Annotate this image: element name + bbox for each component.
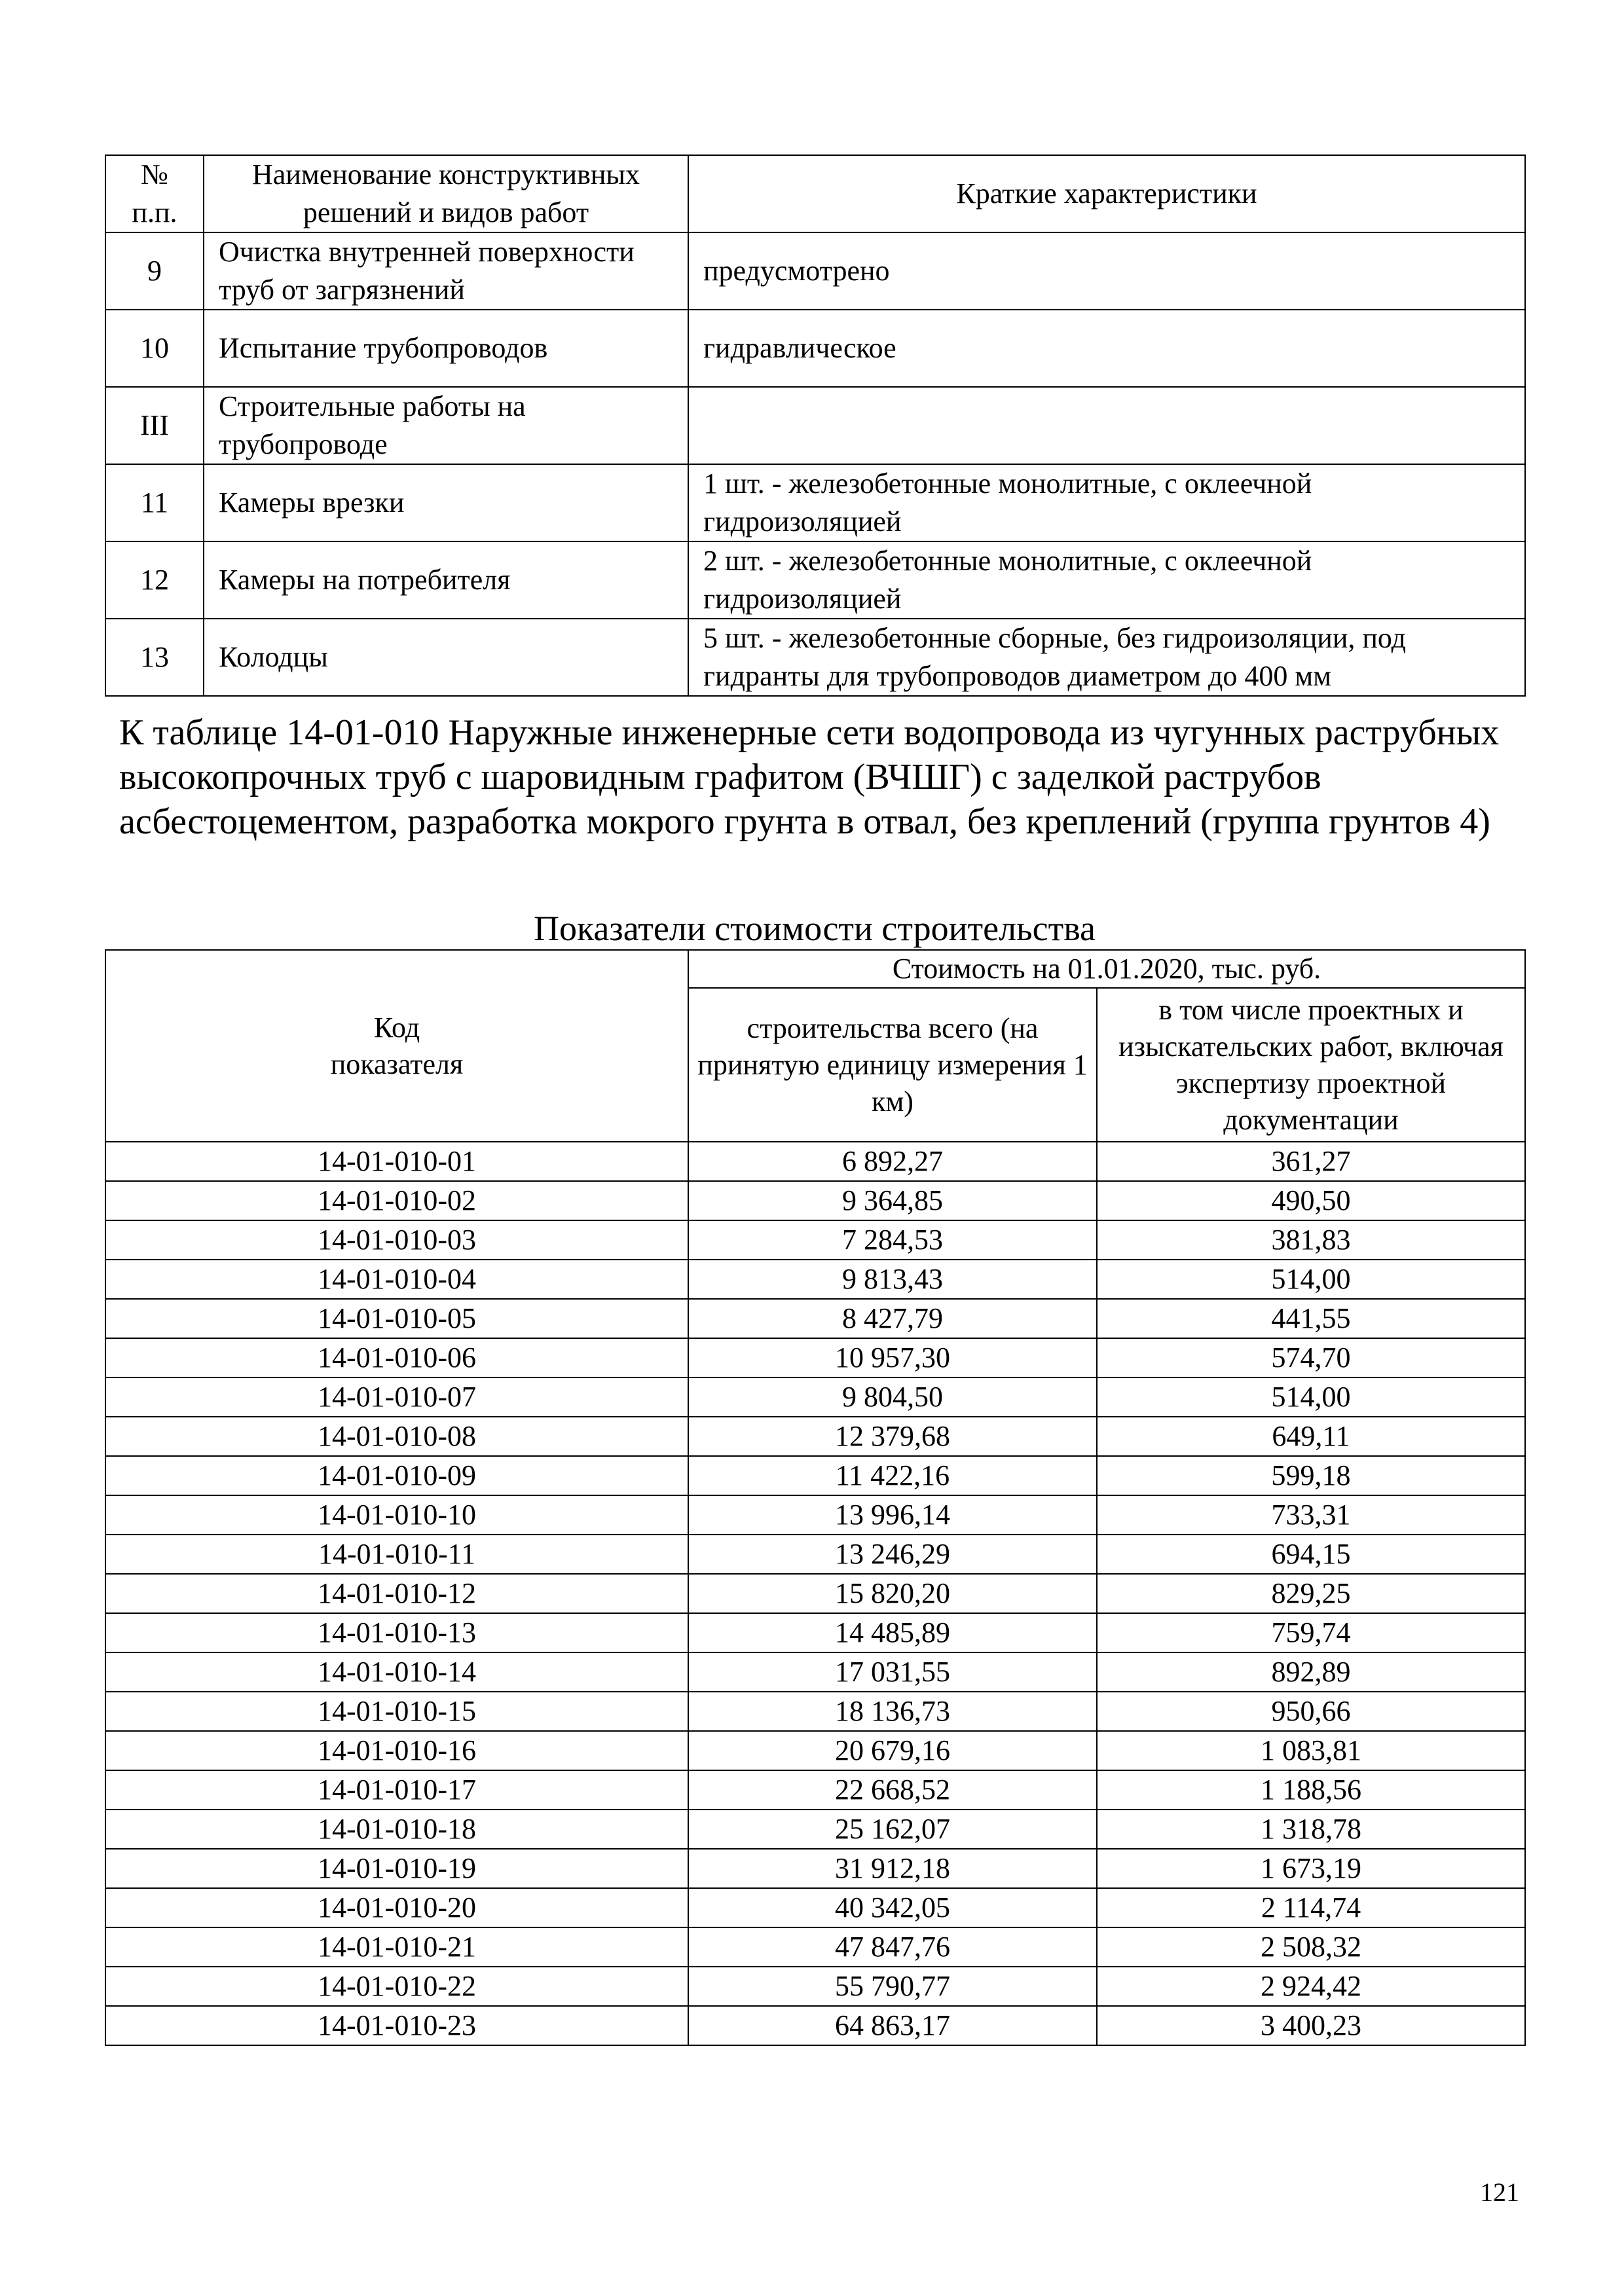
table2-row [105,1927,1525,1967]
cost-indicators-table [105,949,1526,2046]
col-header-description: Краткие характеристики [688,155,1525,232]
row-number: III [105,387,204,464]
indicator-code: 14-01-010-05 [105,1299,688,1338]
design-cost-value: 514,00 [1097,1377,1525,1417]
row-number: 13 [105,619,204,696]
design-cost-value: 599,18 [1097,1456,1525,1495]
design-cost-value: 759,74 [1097,1613,1525,1652]
indicator-code: 14-01-010-21 [105,1927,688,1967]
table2-row [105,1142,1525,1181]
table1-row [105,464,1525,541]
row-number: 11 [105,464,204,541]
indicator-code: 14-01-010-08 [105,1417,688,1456]
total-cost-value: 13 246,29 [688,1535,1097,1574]
indicator-code: 14-01-010-09 [105,1456,688,1495]
work-characteristics-table [105,155,1526,697]
indicator-code: 14-01-010-06 [105,1338,688,1377]
table1-row [105,541,1525,619]
total-cost-value: 55 790,77 [688,1967,1097,2006]
table1-header-row [105,155,1525,232]
total-cost-value: 17 031,55 [688,1652,1097,1692]
total-cost-value: 13 996,14 [688,1495,1097,1535]
row-description [688,387,1525,464]
col-header-cost-group: Стоимость на 01.01.2020, тыс. руб. [688,950,1525,988]
indicator-code: 14-01-010-17 [105,1770,688,1810]
total-cost-value: 64 863,17 [688,2006,1097,2045]
indicator-code: 14-01-010-22 [105,1967,688,2006]
design-cost-value: 1 188,56 [1097,1770,1525,1810]
row-work-name: Испытание трубопроводов [204,310,688,387]
indicator-code: 14-01-010-11 [105,1535,688,1574]
indicator-code: 14-01-010-14 [105,1652,688,1692]
row-number: 12 [105,541,204,619]
design-cost-value: 3 400,23 [1097,2006,1525,2045]
page-number: 121 [1480,2178,1519,2207]
design-cost-value: 490,50 [1097,1181,1525,1220]
total-cost-value: 9 813,43 [688,1260,1097,1299]
table1-row [105,619,1525,696]
total-cost-value: 47 847,76 [688,1927,1097,1967]
table2-row [105,2006,1525,2045]
design-cost-value: 441,55 [1097,1299,1525,1338]
indicator-code: 14-01-010-20 [105,1888,688,1927]
row-work-name: Колодцы [204,619,688,696]
section-heading: К таблице 14-01-010 Наружные инженерные сети водопровода из чугунных раструбных высокопрочных труб с шаровидным графитом (ВЧШГ) с заделкой раструбов асбестоцементом, разработка мокрого грунта в отвал, без креплений (группа грунтов 4) [119,712,1500,842]
row-description: предусмотрено [688,232,1525,310]
table2-row [105,1731,1525,1770]
indicator-code: 14-01-010-02 [105,1181,688,1220]
row-work-name: Камеры врезки [204,464,688,541]
total-cost-value: 20 679,16 [688,1731,1097,1770]
indicator-code: 14-01-010-15 [105,1692,688,1731]
design-cost-value: 649,11 [1097,1417,1525,1456]
col-header-design-cost: в том числе проектных и изыскательских работ, включая экспертизу проектной документации [1097,988,1525,1142]
total-cost-value: 25 162,07 [688,1810,1097,1849]
total-cost-value: 15 820,20 [688,1574,1097,1613]
row-description: гидравлическое [688,310,1525,387]
table2-row [105,1495,1525,1535]
row-work-name: Камеры на потребителя [204,541,688,619]
table2-row [105,1417,1525,1456]
indicator-code: 14-01-010-01 [105,1142,688,1181]
table2-row [105,1574,1525,1613]
table1-row [105,310,1525,387]
total-cost-value: 18 136,73 [688,1692,1097,1731]
indicator-code: 14-01-010-23 [105,2006,688,2045]
total-cost-value: 31 912,18 [688,1849,1097,1888]
table2-row [105,1692,1525,1731]
design-cost-value: 381,83 [1097,1220,1525,1260]
design-cost-value: 2 114,74 [1097,1888,1525,1927]
table2-row [105,1181,1525,1220]
total-cost-value: 9 804,50 [688,1377,1097,1417]
indicator-code: 14-01-010-16 [105,1731,688,1770]
table2-row [105,1299,1525,1338]
indicator-code: 14-01-010-03 [105,1220,688,1260]
design-cost-value: 950,66 [1097,1692,1525,1731]
row-description: 1 шт. - железобетонные монолитные, с оклеечной гидроизоляцией [688,464,1525,541]
design-cost-value: 361,27 [1097,1142,1525,1181]
col-header-total-cost: строительства всего (на принятую единицу измерения 1 км) [688,988,1097,1142]
design-cost-value: 1 673,19 [1097,1849,1525,1888]
design-cost-value: 2 508,32 [1097,1927,1525,1967]
table1-row [105,232,1525,310]
indicator-code: 14-01-010-19 [105,1849,688,1888]
col-header-code: Код показателя [105,950,688,1142]
design-cost-value: 694,15 [1097,1535,1525,1574]
total-cost-value: 40 342,05 [688,1888,1097,1927]
table2-row [105,1456,1525,1495]
table1-row [105,387,1525,464]
table2-row [105,1220,1525,1260]
indicator-code: 14-01-010-10 [105,1495,688,1535]
table2-row [105,1613,1525,1652]
total-cost-value: 8 427,79 [688,1299,1097,1338]
total-cost-value: 14 485,89 [688,1613,1097,1652]
row-work-name: Очистка внутренней поверхности труб от загрязнений [204,232,688,310]
table2-row [105,1652,1525,1692]
indicator-code: 14-01-010-18 [105,1810,688,1849]
design-cost-value: 1 318,78 [1097,1810,1525,1849]
total-cost-value: 10 957,30 [688,1338,1097,1377]
design-cost-value: 829,25 [1097,1574,1525,1613]
row-description: 5 шт. - железобетонные сборные, без гидроизоляции, под гидранты для трубопроводов диаметром до 400 мм [688,619,1525,696]
design-cost-value: 2 924,42 [1097,1967,1525,2006]
table2-row [105,1338,1525,1377]
table2-row [105,1535,1525,1574]
col-header-number: № п.п. [105,155,204,232]
total-cost-value: 22 668,52 [688,1770,1097,1810]
design-cost-value: 574,70 [1097,1338,1525,1377]
total-cost-value: 11 422,16 [688,1456,1097,1495]
row-description: 2 шт. - железобетонные монолитные, с оклеечной гидроизоляцией [688,541,1525,619]
row-work-name: Строительные работы на трубопроводе [204,387,688,464]
total-cost-value: 9 364,85 [688,1181,1097,1220]
total-cost-value: 12 379,68 [688,1417,1097,1456]
table2-row [105,1888,1525,1927]
table2-header-row-1 [105,950,1525,988]
total-cost-value: 6 892,27 [688,1142,1097,1181]
indicator-code: 14-01-010-07 [105,1377,688,1417]
design-cost-value: 892,89 [1097,1652,1525,1692]
table2-row [105,1377,1525,1417]
indicator-code: 14-01-010-13 [105,1613,688,1652]
row-number: 9 [105,232,204,310]
design-cost-value: 733,31 [1097,1495,1525,1535]
table2-row [105,1260,1525,1299]
table2-title: Показатели стоимости строительства [533,909,1096,948]
table2-row [105,1967,1525,2006]
total-cost-value: 7 284,53 [688,1220,1097,1260]
design-cost-value: 514,00 [1097,1260,1525,1299]
col-header-name: Наименование конструктивных решений и видов работ [204,155,688,232]
table2-row [105,1770,1525,1810]
design-cost-value: 1 083,81 [1097,1731,1525,1770]
table2-row [105,1810,1525,1849]
row-number: 10 [105,310,204,387]
table2-row [105,1849,1525,1888]
indicator-code: 14-01-010-12 [105,1574,688,1613]
indicator-code: 14-01-010-04 [105,1260,688,1299]
